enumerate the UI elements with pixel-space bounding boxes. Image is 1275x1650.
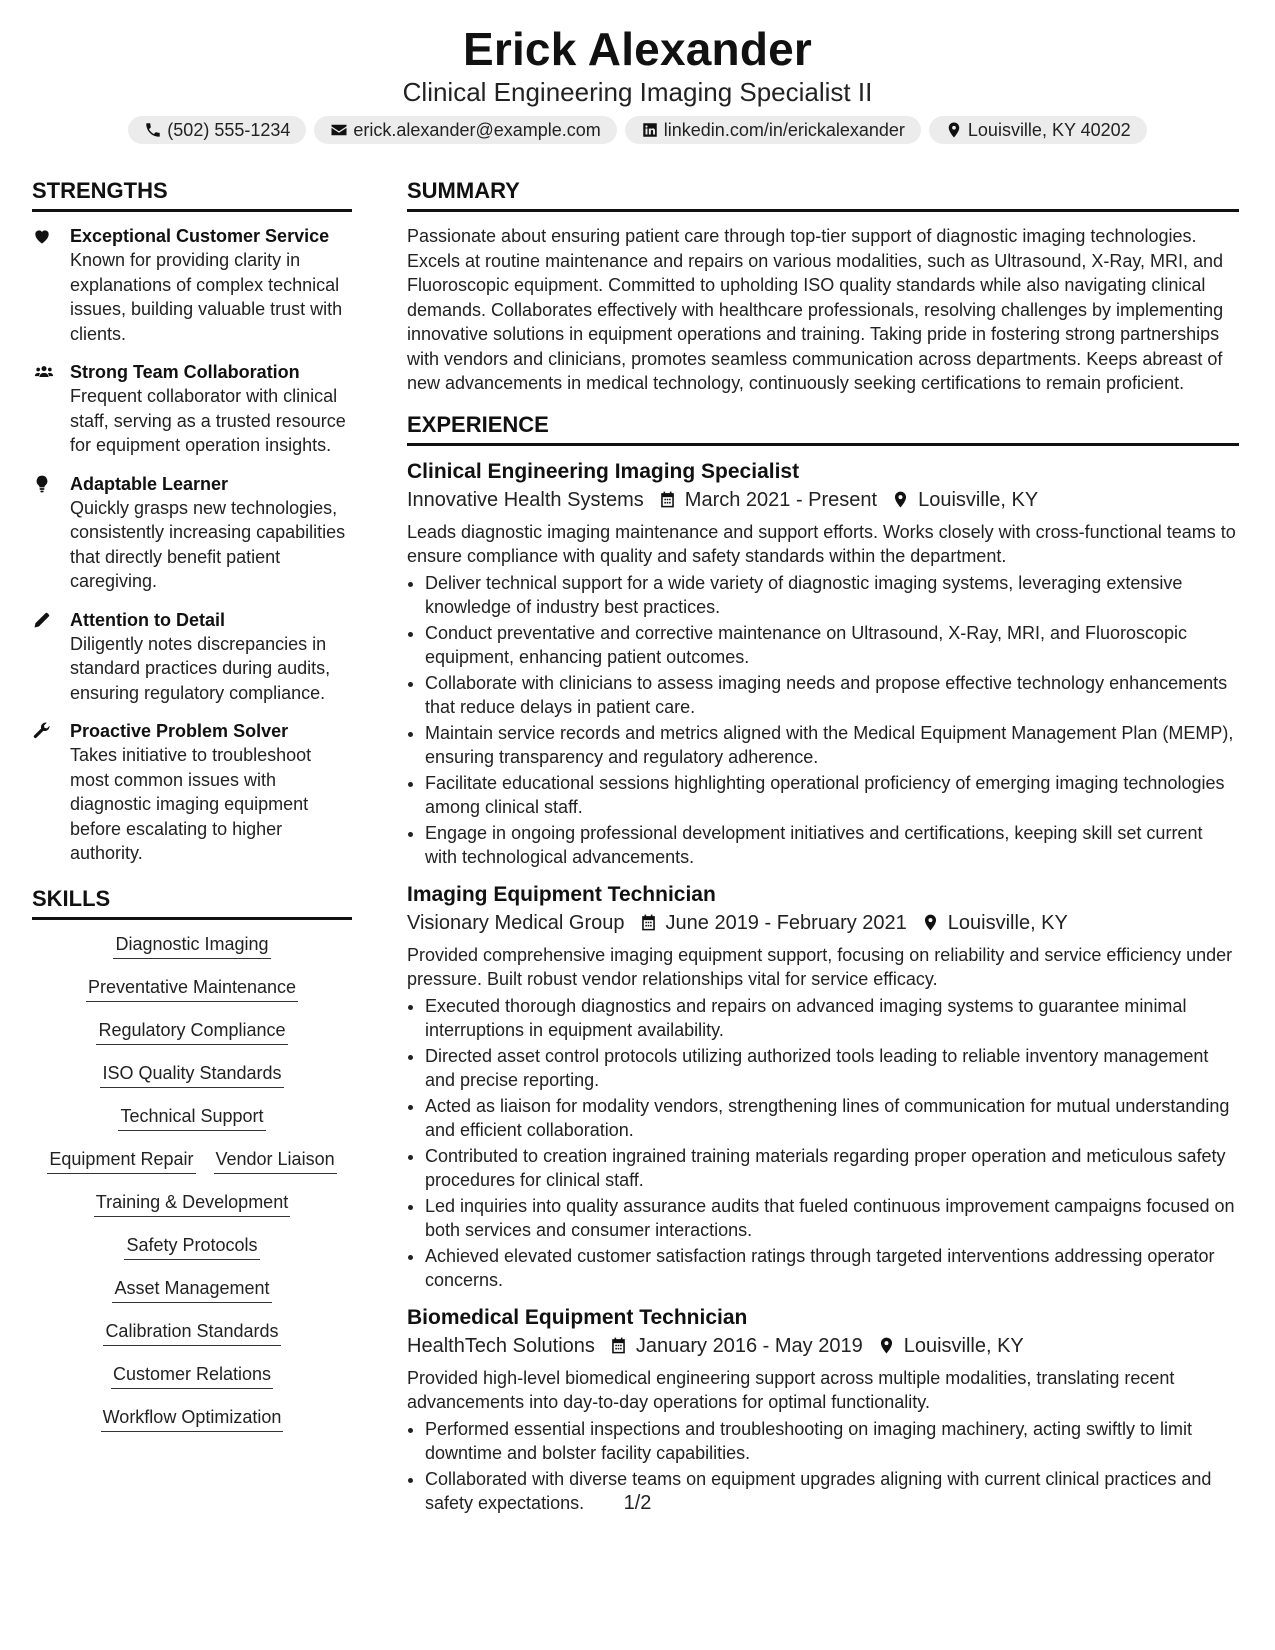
job-dates: March 2021 - Present — [684, 488, 878, 511]
map-pin-icon — [877, 1336, 896, 1355]
job-bullet: • Achieved elevated customer satisfaction ratings through targeted interventions addressing operator concerns. — [425, 1244, 1239, 1292]
strength-title: Proactive Problem Solver — [70, 721, 289, 741]
job-bullet: • Executed thorough diagnostics and repairs on advanced imaging systems to guarantee minimal interruptions in equipment availability. — [425, 994, 1239, 1042]
strength-item — [32, 608, 352, 706]
strength-description: Quickly grasps new technologies, consistently increasing capabilities that directly benefit patient caregiving. — [70, 497, 346, 591]
job-entry — [407, 458, 1239, 869]
job-bullet: • Conduct preventative and corrective maintenance on Ultrasound, X-Ray, MRI, and Fluoroscopic equipment, enhancing patient outcomes. — [425, 621, 1239, 669]
job-description: Provided comprehensive imaging equipment support, focusing on reliability and service efficiency under pressure. Built robust vendor relationships vital for service efficacy. — [407, 944, 1233, 989]
strength-title: Attention to Detail — [70, 609, 225, 630]
strength-title: Adaptable Learner — [70, 473, 229, 494]
summary-heading: SUMMARY — [407, 178, 1239, 212]
job-bullet: • Directed asset control protocols utilizing authorized tools leading to reliable inventory management and precise reporting. — [425, 1044, 1239, 1092]
resume-header — [0, 0, 1275, 144]
job-entry — [407, 1304, 1239, 1515]
strength-item — [32, 224, 352, 346]
skill-tag: Preventative Maintenance — [86, 975, 298, 1002]
skill-tag: Asset Management — [112, 1276, 271, 1303]
job-meta — [407, 1332, 1239, 1360]
experience-heading: EXPERIENCE — [407, 412, 1239, 446]
skill-tag: Customer Relations — [111, 1362, 273, 1389]
strength-description: Diligently notes discrepancies in standard practices during audits, ensuring regulatory compliance. — [70, 633, 331, 703]
job-bullet: • Maintain service records and metrics aligned with the Medical Equipment Management Plan (MEMP), ensuring transparency and regulatory adherence. — [425, 721, 1239, 769]
candidate-name: Erick Alexander — [462, 23, 813, 75]
skill-tag: ISO Quality Standards — [100, 1061, 283, 1088]
contact-linkedin-text: linkedin.com/in/erickalexander — [663, 119, 905, 140]
job-bullet: • Performed essential inspections and troubleshooting on imaging machinery, acting swiftly to limit downtime and bolster facility capabilities. — [425, 1417, 1239, 1465]
job-bullet: • Collaborate with clinicians to assess imaging needs and propose effective technology enhancements that reduce delays in patient care. — [425, 671, 1239, 719]
pencil-icon — [32, 610, 52, 630]
strength-description: Takes initiative to troubleshoot most common issues with diagnostic imaging equipment before escalating to higher authority. — [70, 745, 312, 863]
job-company: HealthTech Solutions — [407, 1334, 595, 1357]
skills-list — [32, 932, 352, 1432]
skills-heading: SKILLS — [32, 886, 352, 920]
job-bullet: • Engage in ongoing professional development initiatives and certifications, keeping skill set current with technological advancements. — [425, 821, 1239, 869]
contact-location[interactable] — [929, 116, 1147, 144]
skill-tag: Equipment Repair — [47, 1147, 195, 1174]
job-company: Innovative Health Systems — [407, 488, 644, 511]
job-description: Provided high-level biomedical engineering support across multiple modalities, translating recent advancements into day-to-day operations for optimal functionality. — [407, 1367, 1175, 1412]
users-icon — [32, 362, 56, 382]
right-column — [407, 178, 1239, 1527]
job-location: Louisville, KY — [903, 1334, 1024, 1357]
job-bullet: • Collaborated with diverse teams on equipment upgrades aligning with current clinical practices and safety expectations. — [425, 1467, 1239, 1515]
skill-tag: Training & Development — [94, 1190, 290, 1217]
job-dates: June 2019 - February 2021 — [665, 911, 907, 934]
job-location: Louisville, KY — [947, 911, 1068, 934]
strength-item — [32, 360, 352, 458]
strength-title: Exceptional Customer Service — [70, 226, 330, 246]
strength-item — [32, 472, 352, 594]
strength-item — [32, 719, 352, 866]
job-dates: January 2016 - May 2019 — [635, 1334, 863, 1357]
contact-linkedin[interactable] — [625, 116, 921, 144]
wrench-icon — [32, 721, 52, 741]
job-meta — [407, 486, 1239, 514]
heart-icon — [32, 226, 52, 246]
contact-bar — [0, 116, 1275, 144]
contact-location-text: Louisville, KY 40202 — [967, 119, 1131, 140]
job-meta — [407, 909, 1239, 937]
map-pin-icon — [921, 913, 940, 932]
strength-description: Frequent collaborator with clinical staff, serving as a trusted resource for equipment operation insights. — [70, 386, 346, 455]
resume-body — [32, 178, 1243, 1527]
job-title: Biomedical Equipment Technician — [407, 1305, 748, 1329]
phone-icon — [144, 121, 162, 139]
strengths-heading: STRENGTHS — [32, 178, 352, 212]
contact-phone[interactable] — [128, 116, 306, 144]
job-bullet: • Acted as liaison for modality vendors, strengthening lines of communication for mutual understanding and efficient collaboration. — [425, 1094, 1239, 1142]
job-title: Clinical Engineering Imaging Specialist — [407, 459, 800, 483]
job-entry — [407, 881, 1239, 1292]
summary-text: Passionate about ensuring patient care through top-tier support of diagnostic imaging technologies. Excels at routine maintenance and repairs on various modalities, such as Ultrasound, X-Ray, MRI, and Fluoroscopic equipment. Committed to upholding ISO quality standards while also navigating clinical demands. Collaborates effectively with healthcare professionals, resolving challenges by implementing innovative solutions in equipment operations and training. Taking pride in fostering strong partnerships with vendors and clinicians, promotes seamless communication across departments. Keeps abreast of new advancements in medical technology, continuously seeking certifications to remain proficient. — [407, 226, 1224, 393]
job-location: Louisville, KY — [918, 488, 1039, 511]
skill-tag: Diagnostic Imaging — [113, 932, 270, 959]
contact-phone-text: (502) 555-1234 — [167, 119, 291, 140]
skill-tag: Regulatory Compliance — [96, 1018, 287, 1045]
skill-tag: Calibration Standards — [103, 1319, 280, 1346]
job-bullets — [407, 571, 1239, 869]
strength-description: Known for providing clarity in explanations of complex technical issues, building valuable trust with clients. — [70, 250, 343, 344]
job-bullets — [407, 994, 1239, 1292]
candidate-title: Clinical Engineering Imaging Specialist II — [402, 77, 873, 107]
job-bullet: • Deliver technical support for a wide variety of diagnostic imaging systems, leveraging extensive knowledge of industry best practices. — [425, 571, 1239, 619]
skill-tag: Vendor Liaison — [214, 1147, 337, 1174]
lightbulb-icon — [32, 474, 52, 494]
map-pin-icon — [945, 121, 963, 139]
strength-title: Strong Team Collaboration — [70, 362, 300, 382]
left-column — [32, 178, 352, 1527]
map-pin-icon — [891, 490, 910, 509]
job-description: Leads diagnostic imaging maintenance and support efforts. Works closely with cross-functional teams to ensure compliance with quality and safety standards within the department. — [407, 521, 1236, 566]
calendar-icon — [658, 490, 677, 509]
calendar-icon — [639, 913, 658, 932]
page-number: 1/2 — [623, 1492, 652, 1514]
calendar-icon — [609, 1336, 628, 1355]
contact-email[interactable] — [314, 116, 616, 144]
job-bullet: • Facilitate educational sessions highlighting operational proficiency of emerging imaging technologies among clinical staff. — [425, 771, 1239, 819]
envelope-icon — [330, 121, 348, 139]
job-bullet: • Contributed to creation ingrained training materials regarding proper operation and meticulous safety procedures for clinical staff. — [425, 1144, 1239, 1192]
contact-email-text: erick.alexander@example.com — [353, 119, 601, 140]
skill-tag: Technical Support — [118, 1104, 265, 1131]
linkedin-icon — [641, 121, 659, 139]
job-bullet: • Led inquiries into quality assurance audits that fueled continuous improvement campaigns focused on both services and consumer interactions. — [425, 1194, 1239, 1242]
skill-tag: Safety Protocols — [124, 1233, 259, 1260]
job-company: Visionary Medical Group — [407, 911, 625, 934]
skill-tag: Workflow Optimization — [101, 1405, 284, 1432]
job-title: Imaging Equipment Technician — [407, 882, 716, 906]
